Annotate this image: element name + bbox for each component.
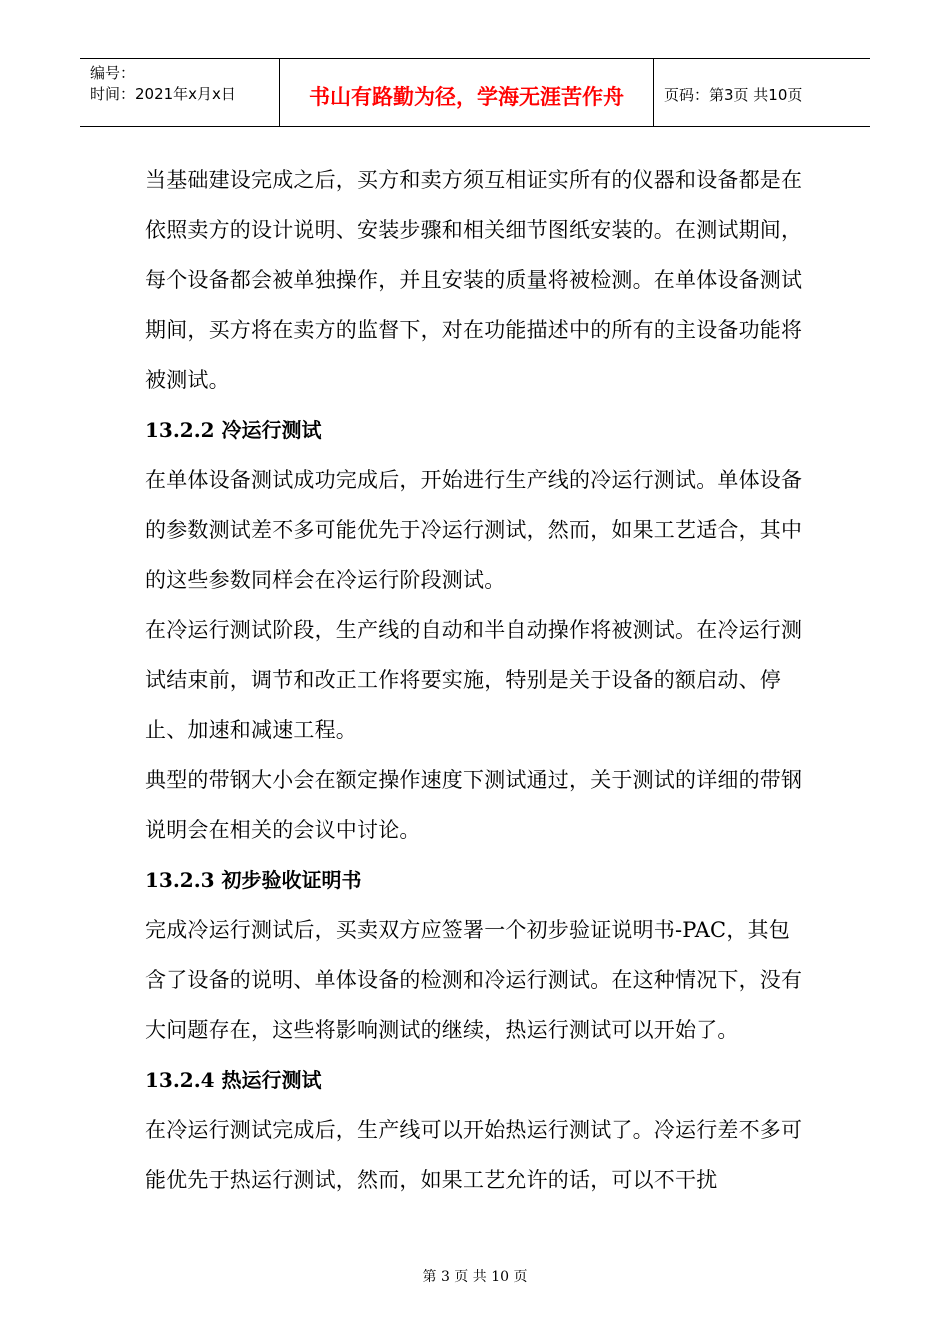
section-heading-13-2-3: 13.2.3 初步验收证明书 <box>145 868 362 892</box>
paragraph-2: 在单体设备测试成功完成后，开始进行生产线的冷运行测试。单体设备的参数测试差不多可能优先于冷运行测试，然而，如果工艺适合，其中的这些参数同样会在冷运行阶段测试。 <box>145 468 803 592</box>
date-label: 时间：2021年x月x日 <box>90 85 236 103</box>
doc-number-label: 编号： <box>90 64 136 82</box>
document-body <box>145 155 810 1205</box>
header-motto: 书山有路勤为径，学海无涯苦作舟 <box>280 59 654 126</box>
section-heading-13-2-4: 13.2.4 热运行测试 <box>145 1068 322 1092</box>
paragraph-5: 完成冷运行测试后，买卖双方应签署一个初步验证说明书-PAC，其包含了设备的说明、单体设备的检测和冷运行测试。在这种情况下，没有大问题存在，这些将影响测试的继续，热运行测试可以开始了。 <box>145 918 803 1042</box>
paragraph-4: 典型的带钢大小会在额定操作速度下测试通过，关于测试的详细的带钢说明会在相关的会议中讨论。 <box>145 768 803 842</box>
paragraph-3: 在冷运行测试阶段，生产线的自动和半自动操作将被测试。在冷运行测试结束前，调节和改正工作将要实施，特别是关于设备的额启动、停止、加速和减速工程。 <box>145 618 803 742</box>
section-heading-13-2-2: 13.2.2 冷运行测试 <box>145 418 322 442</box>
header-meta <box>80 59 280 126</box>
header-page-info: 页码：第3页 共10页 <box>664 86 803 104</box>
paragraph-1: 当基础建设完成之后，买方和卖方须互相证实所有的仪器和设备都是在依照卖方的设计说明、安装步骤和相关细节图纸安装的。在测试期间，每个设备都会被单独操作，并且安装的质量将被检测。在单体设备测试期间，买方将在卖方的监督下，对在功能描述中的所有的主设备功能将被测试。 <box>145 168 803 392</box>
paragraph-6: 在冷运行测试完成后，生产线可以开始热运行测试了。冷运行差不多可能优先于热运行测试，然而，如果工艺允许的话，可以不干扰 <box>145 1118 803 1192</box>
page-footer: 第 3 页 共 10 页 <box>422 1269 528 1285</box>
page-header <box>80 58 870 127</box>
